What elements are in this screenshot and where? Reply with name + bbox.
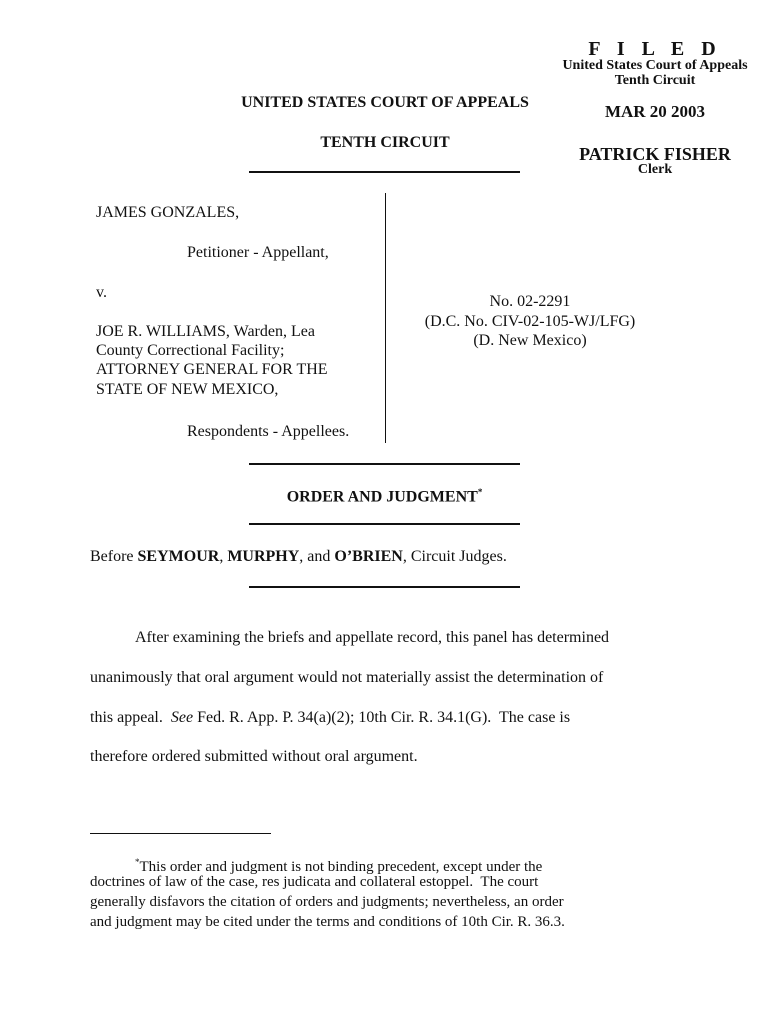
clerk-title: Clerk (637, 162, 673, 177)
footnote-line-4: and judgment may be cited under the terms and conditions of 10th Cir. R. 36.3. (90, 914, 565, 930)
body-line-3-start: this appeal. (90, 709, 171, 726)
judge-seymour: SEYMOUR (137, 548, 220, 565)
respondent-line-3: ATTORNEY GENERAL FOR THE (96, 361, 328, 378)
body-line-4: therefore ordered submitted without oral argument. (90, 748, 418, 765)
panel-rule (249, 586, 520, 588)
filed-stamp-circuit: Tenth Circuit (614, 73, 696, 88)
judge-murphy: MURPHY (227, 548, 300, 565)
versus: v. (96, 284, 107, 301)
panel-suffix: , Circuit Judges. (402, 548, 507, 565)
order-title (249, 487, 520, 506)
footnote-mark: * (477, 487, 483, 497)
order-rule (249, 523, 520, 525)
body-line-2: unanimously that oral argument would not materially assist the determination of (90, 669, 604, 686)
filed-stamp-court: United States Court of Appeals (562, 58, 748, 73)
body-line-3-end: Fed. R. App. P. 34(a)(2); 10th Cir. R. 34.1(G). The case is (193, 709, 571, 726)
caption-divider (385, 193, 386, 443)
panel-before: Before (90, 548, 138, 565)
respondent-role: Respondents - Appellees. (187, 423, 350, 440)
petitioner-role: Petitioner - Appellant, (187, 244, 329, 261)
clerk-name: PATRICK FISHER (579, 144, 731, 164)
see-signal: See (170, 709, 194, 726)
order-title-text: ORDER AND JUDGMENT (286, 488, 478, 506)
district-court-number: (D.C. No. CIV-02-105-WJ/LFG) (424, 313, 636, 330)
district-name: (D. New Mexico) (473, 332, 587, 349)
case-number: No. 02-2291 (489, 293, 571, 310)
body-line-3 (90, 709, 570, 727)
footnote-line-2: doctrines of law of the case, res judicata and collateral estoppel. The court (90, 874, 539, 890)
heading-rule (249, 171, 520, 173)
footnote-line-3: generally disfavors the citation of orders and judgments; nevertheless, an order (90, 894, 564, 910)
panel-sep-2: , and (299, 548, 335, 565)
court-circuit: TENTH CIRCUIT (320, 134, 450, 151)
filed-stamp-title: F I L E D (588, 38, 722, 60)
judge-obrien: O’BRIEN (334, 548, 403, 565)
respondent-line-2: County Correctional Facility; (96, 342, 285, 359)
footnote-separator (90, 833, 271, 834)
panel-sep-1: , (219, 548, 228, 565)
respondent-line-4: STATE OF NEW MEXICO, (96, 381, 279, 398)
caption-rule (249, 463, 520, 465)
respondent-line-1: JOE R. WILLIAMS, Warden, Lea (96, 323, 315, 340)
panel-line (90, 548, 507, 566)
footnote-line-1-text: This order and judgment is not binding precedent, except under the (139, 859, 543, 875)
petitioner-name: JAMES GONZALES, (96, 204, 240, 221)
body-line-1: After examining the briefs and appellate record, this panel has determined (135, 629, 610, 646)
filed-date: MAR 20 2003 (604, 102, 706, 121)
court-name: UNITED STATES COURT OF APPEALS (241, 94, 529, 111)
footnote-marker: * (135, 857, 140, 867)
